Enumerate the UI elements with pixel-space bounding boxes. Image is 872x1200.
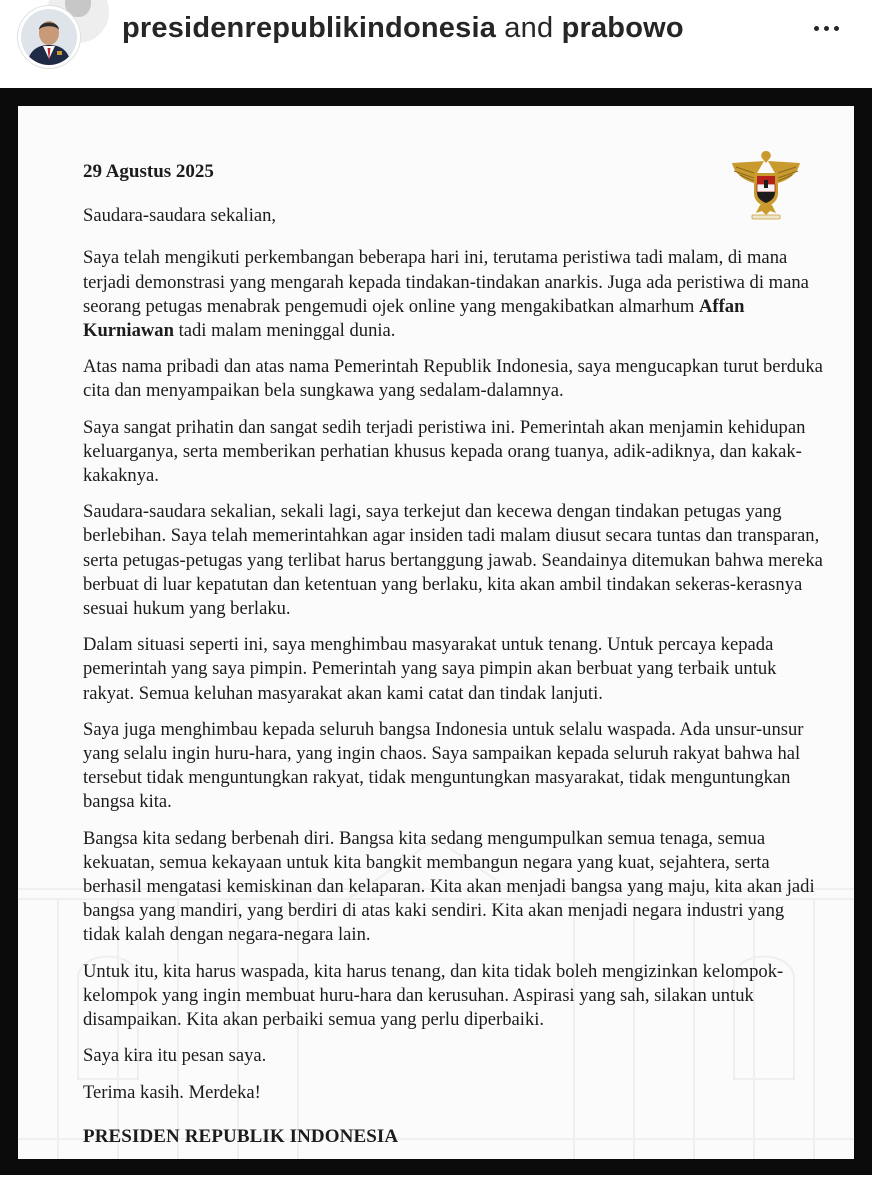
post-header [0, 0, 872, 88]
letter-paragraph-1 [83, 246, 823, 343]
letter-paragraph-9: Saya kira itu pesan saya. [83, 1045, 267, 1067]
letter-paragraph-5: Dalam situasi seperti ini, saya menghimbau masyarakat untuk tenang. Untuk percaya kepada pemerintah yang saya pimpin. Pemerintah yang saya pimpin akan berbuat yang terbaik untuk rakyat. Semua keluhan masyarakat akan kami catat dan tindak lanjuti. [83, 634, 777, 704]
post-image[interactable] [0, 88, 872, 1175]
paragraph-1-text-end: tadi malam meninggal dunia. [173, 320, 396, 342]
paragraph-1-text-start: Saya telah mengikuti perkembangan beberapa hari ini, terutama peristiwa tadi malam, di mana terjadi demonstrasi yang mengarah kepada tindakan-tindakan anarkis. Juga ada peristiwa di mana seorang petugas menabrak pengemudi ojek online yang mengakibatkan almarhum [83, 247, 809, 317]
victim-name: Affan Kurniawan [83, 295, 745, 342]
more-horizontal-icon [814, 26, 819, 31]
avatar-primary[interactable] [18, 6, 80, 68]
letter-paragraph-4: Saudara-saudara sekalian, sekali lagi, saya terkejut dan kecewa dengan tindakan petugas yang berlebihan. Saya telah memerintahkan agar insiden tadi malam diusut secara tuntas dan transparan, serta petugas-petugas yang terlibat harus bertanggung jawab. Seandainya ditemukan bahwa mereka berbuat di luar kepatutan dan ketentuan yang berlaku, kita akan ambil tindakan sekeras-kerasnya sesuai hukum yang berlaku. [83, 501, 823, 620]
letter-paragraph-7: Bangsa kita sedang berbenah diri. Bangsa kita sedang mengumpulkan semua tenaga, semua kekuatan, semua kekayaan untuk kita bangkit membangun negara yang kuat, sejahtera, serta berhasil mengatasi kemiskinan dan kelaparan. Kita akan menjadi bangsa yang maju, kita akan jadi bangsa yang mandiri, yang berdiri di atas kaki sendiri. Kita akan menjadi negara industri yang tidak kalah dengan negara-negara lain. [83, 827, 815, 946]
person-photo-icon [21, 9, 77, 65]
letter-paragraph-6: Saya juga menghimbau kepada seluruh bangsa Indonesia untuk selalu waspada. Ada unsur-unsur yang selalu ingin huru-hara, yang ingin chaos. Saya sampaikan kepada seluruh rakyat bahwa hal tersebut tidak menguntungkan rakyat, tidak menguntungkan masyarakat, tidak menguntungkan bangsa kita. [83, 718, 804, 813]
letter-salutation: Saudara-saudara sekalian, [83, 205, 277, 227]
post-accounts [122, 8, 684, 48]
avatar-stack[interactable] [14, 0, 94, 68]
letter-body [83, 160, 823, 1149]
more-dot [824, 26, 829, 31]
more-options-button[interactable] [806, 14, 846, 42]
letter-paragraph-8: Untuk itu, kita harus waspada, kita harus tenang, dan kita tidak boleh mengizinkan kelompok-kelompok yang ingin membuat huru-hara dan kerusuhan. Aspirasi yang sah, silakan untuk disampaikan. Kita akan perbaiki semua yang perlu diperbaiki. [83, 960, 784, 1031]
more-dot [834, 26, 839, 31]
statement-letter [18, 106, 854, 1159]
account-link-presidenrepublikindonesia[interactable]: presidenrepublikindonesia [122, 12, 497, 44]
letter-paragraph-3: Saya sangat prihatin dan sangat sedih terjadi peristiwa ini. Pemerintah akan menjamin kehidupan keluarganya, serta memberikan perhatian khusus kepada orang tuanya, adik-adiknya, dan kakak-kakaknya. [83, 416, 806, 487]
letter-date: 29 Agustus 2025 [83, 161, 214, 182]
letter-signature: PRESIDEN REPUBLIK INDONESIA [83, 1125, 399, 1147]
letter-paragraph-2: Atas nama pribadi dan atas nama Pemerintah Republik Indonesia, saya mengucapkan turut berduka cita dan menyampaikan bela sungkawa yang sedalam-dalamnya. [83, 356, 823, 402]
accounts-joiner: and [504, 12, 554, 44]
letter-paragraph-10: Terima kasih. Merdeka! [83, 1081, 261, 1103]
feed-spacer [0, 1175, 872, 1200]
account-link-prabowo[interactable]: prabowo [561, 12, 684, 44]
